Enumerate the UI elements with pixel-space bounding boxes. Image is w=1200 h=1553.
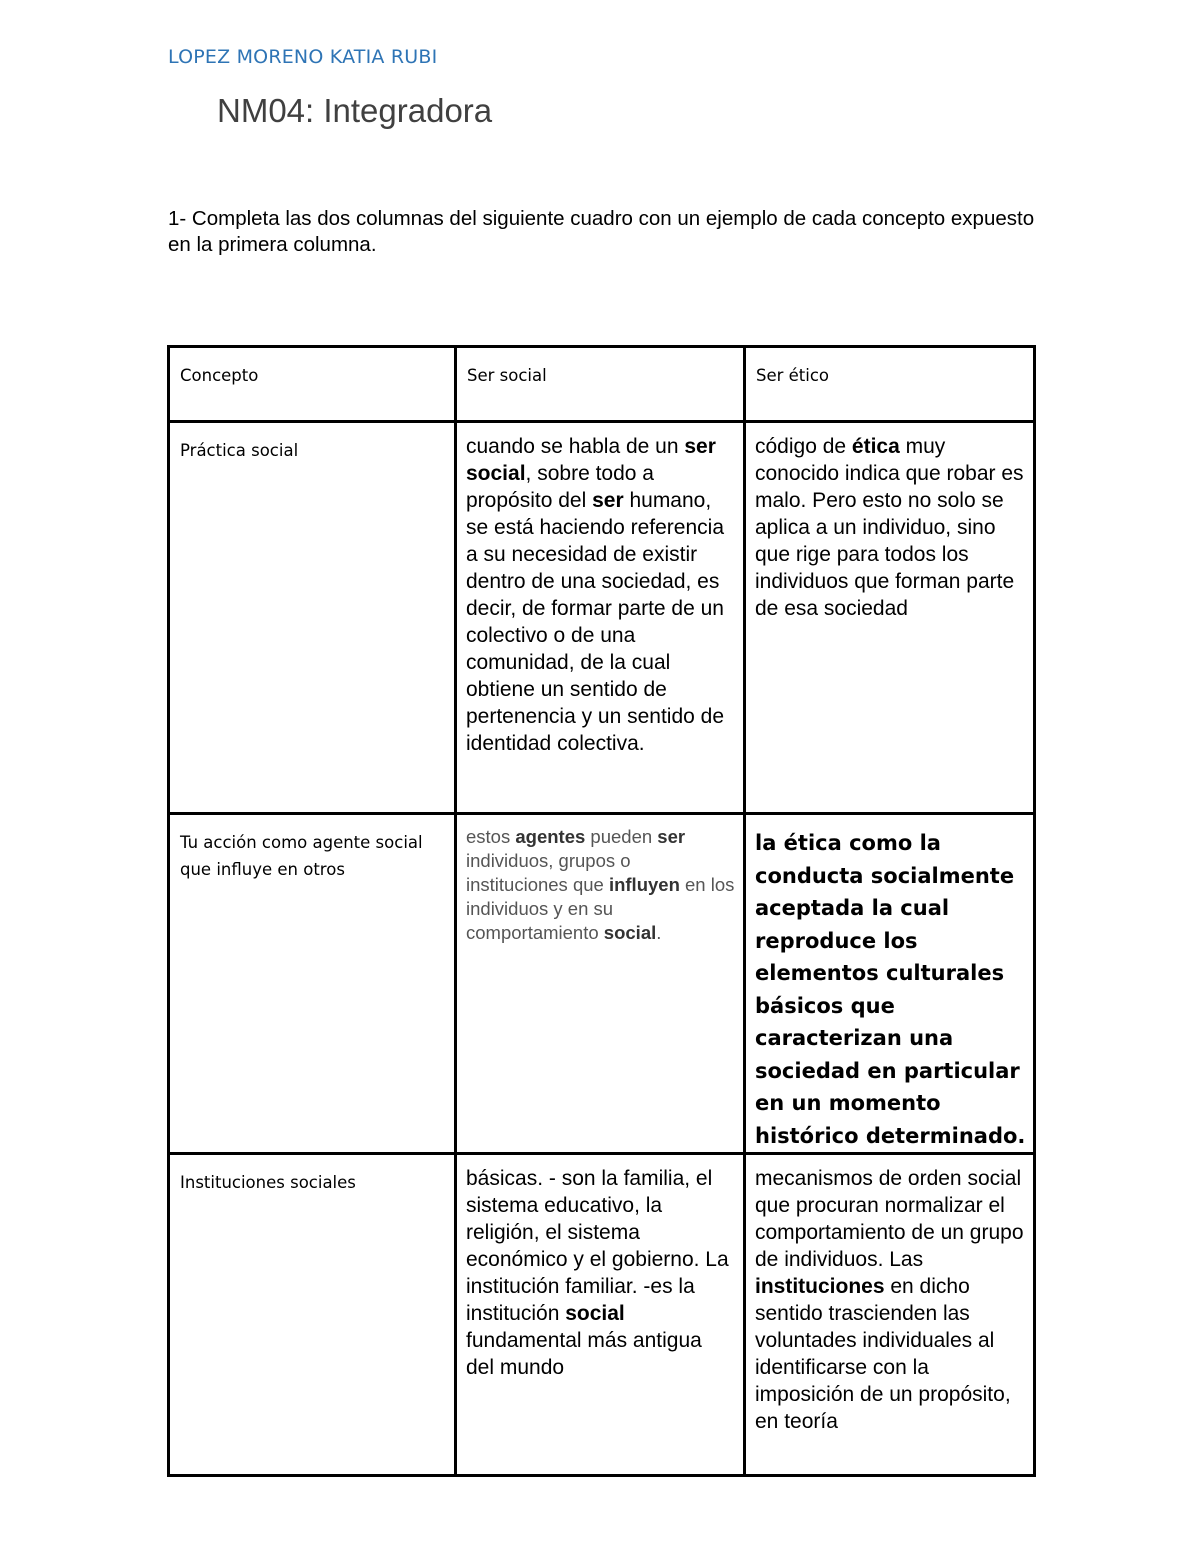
ser-social-cell [456, 1154, 745, 1476]
ser-etico-text: la ética como la conducta socialmente aceptada la cual reproduce los elementos culturales básicos que caracterizan una sociedad en particular en un momento histórico determinado. [755, 831, 1026, 1148]
header-cell-ser-etico [745, 347, 1035, 422]
row-label-cell [169, 814, 456, 1154]
ser-etico-cell [745, 422, 1035, 814]
ser-social-cell [456, 422, 745, 814]
header-ser-social: Ser social [467, 366, 547, 385]
header-concepto: Concepto [180, 366, 259, 385]
table-row [169, 422, 1035, 814]
row-label-instituciones-sociales: Instituciones sociales [180, 1173, 356, 1192]
ser-etico-text: mecanismos de orden social que procuran normalizar el comportamiento de un grupo de individuos. Las instituciones en dicho sentido trascienden las voluntades individuales al identificarse con la imposición de un propósito, en teoría [755, 1167, 1024, 1433]
ser-etico-text: código de ética muy conocido indica que robar es malo. Pero esto no solo se aplica a un individuo, sino que rige para todos los individuos que forman parte de esa sociedad [755, 435, 1024, 620]
document-title: NM04: Integradora [217, 92, 493, 129]
table-row [169, 1154, 1035, 1476]
table-header-row [169, 347, 1035, 422]
ser-etico-cell [745, 1154, 1035, 1476]
row-label-cell [169, 422, 456, 814]
author-name: LOPEZ MORENO KATIA RUBI [168, 46, 438, 68]
instruction-text: 1- Completa las dos columnas del siguiente cuadro con un ejemplo de cada concepto expuesto en la primera columna. [168, 207, 1035, 256]
row-label-cell [169, 1154, 456, 1476]
header-cell-ser-social [456, 347, 745, 422]
table-row [169, 814, 1035, 1154]
header-ser-etico: Ser ético [756, 366, 830, 385]
ser-etico-cell [745, 814, 1035, 1154]
ser-social-cell [456, 814, 745, 1154]
ser-social-text: estos agentes pueden ser individuos, grupos o instituciones que influyen en los individuos y en su comportamiento social. [466, 826, 735, 943]
row-label-practica-social: Práctica social [180, 441, 299, 460]
ser-social-text: básicas. - son la familia, el sistema educativo, la religión, el sistema económico y el gobierno. La institución familiar. -es la institución social fundamental más antigua del mundo [466, 1167, 729, 1379]
header-cell-concepto [169, 347, 456, 422]
ser-social-text: cuando se habla de un ser social, sobre todo a propósito del ser humano, se está haciendo referencia a su necesidad de existir dentro de una sociedad, es decir, de formar parte de un colectivo o de una comunidad, de la cual obtiene un sentido de pertenencia y un sentido de identidad colectiva. [466, 435, 725, 755]
row-label-agente-social: Tu acción como agente social que influye en otros [180, 833, 423, 879]
concept-table [167, 345, 1036, 1477]
